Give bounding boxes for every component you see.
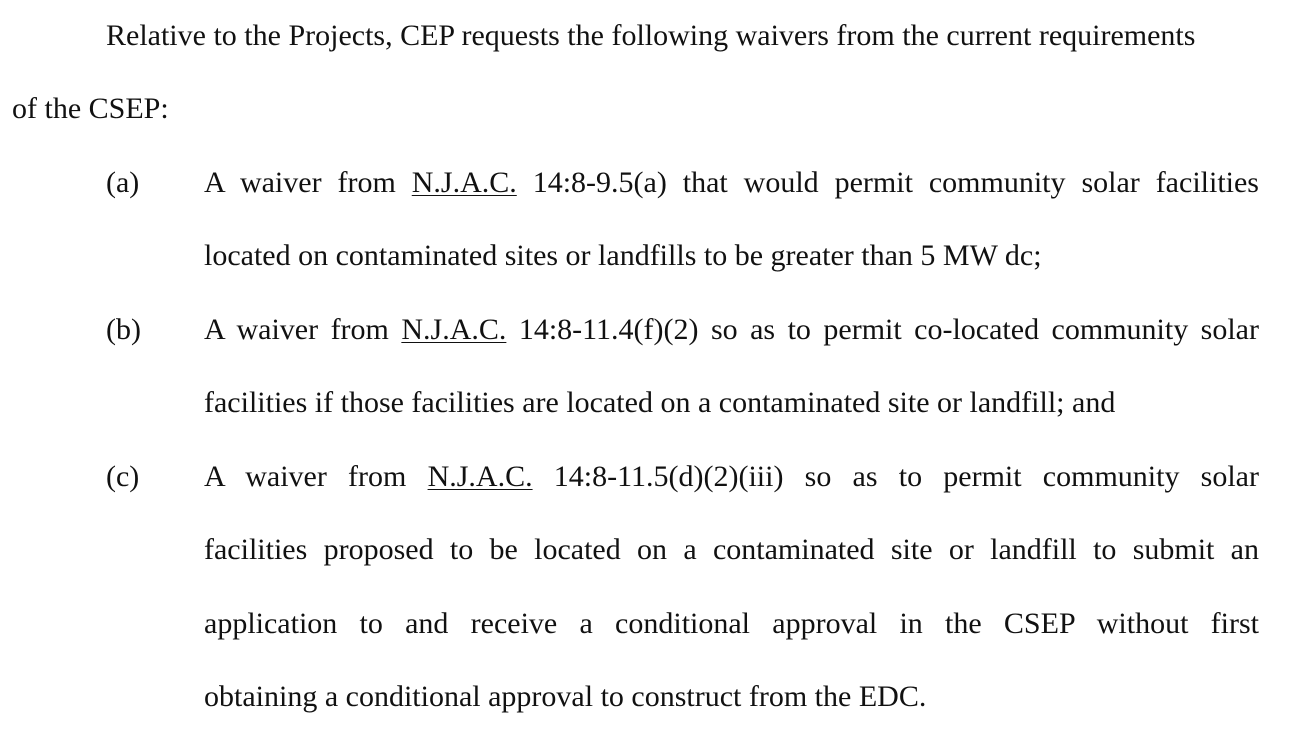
item-c-line-2: facilities proposed to be located on a contaminated site or landfill to submit an [204,533,1259,566]
item-c-marker: (c) [106,460,140,493]
item-a-marker: (a) [106,166,140,199]
item-c-text-before: A waiver from [204,460,428,493]
item-b-line-1 [204,312,1259,348]
item-c-text-after: 14:8-11.5(d)(2)(iii) so as to permit community solar [532,460,1259,493]
item-a-line-2: located on contaminated sites or landfills to be greater than 5 MW dc; [204,239,1042,272]
item-a-text-before: A waiver from [204,166,412,199]
item-b-text-after: 14:8-11.4(f)(2) so as to permit co-located community solar [506,313,1259,346]
item-a-text-after: 14:8-9.5(a) that would permit community solar facilities [516,166,1259,199]
item-c-citation: N.J.A.C. [427,460,533,493]
item-c-line-3: application to and receive a conditional approval in the CSEP without first [204,607,1259,640]
item-b-text-before: A waiver from [204,313,402,346]
item-b-citation: N.J.A.C. [401,313,507,346]
item-b-marker: (b) [106,313,141,346]
item-c-line-1 [204,459,1259,495]
intro-line-2: of the CSEP: [12,92,169,125]
item-b-line-2: facilities if those facilities are located on a contaminated site or landfill; and [204,386,1116,419]
item-a-citation: N.J.A.C. [411,166,517,199]
item-a-line-1 [204,165,1259,201]
intro-line-1: Relative to the Projects, CEP requests the following waivers from the current requirements [106,19,1196,52]
item-c-line-4: obtaining a conditional approval to construct from the EDC. [204,680,927,713]
